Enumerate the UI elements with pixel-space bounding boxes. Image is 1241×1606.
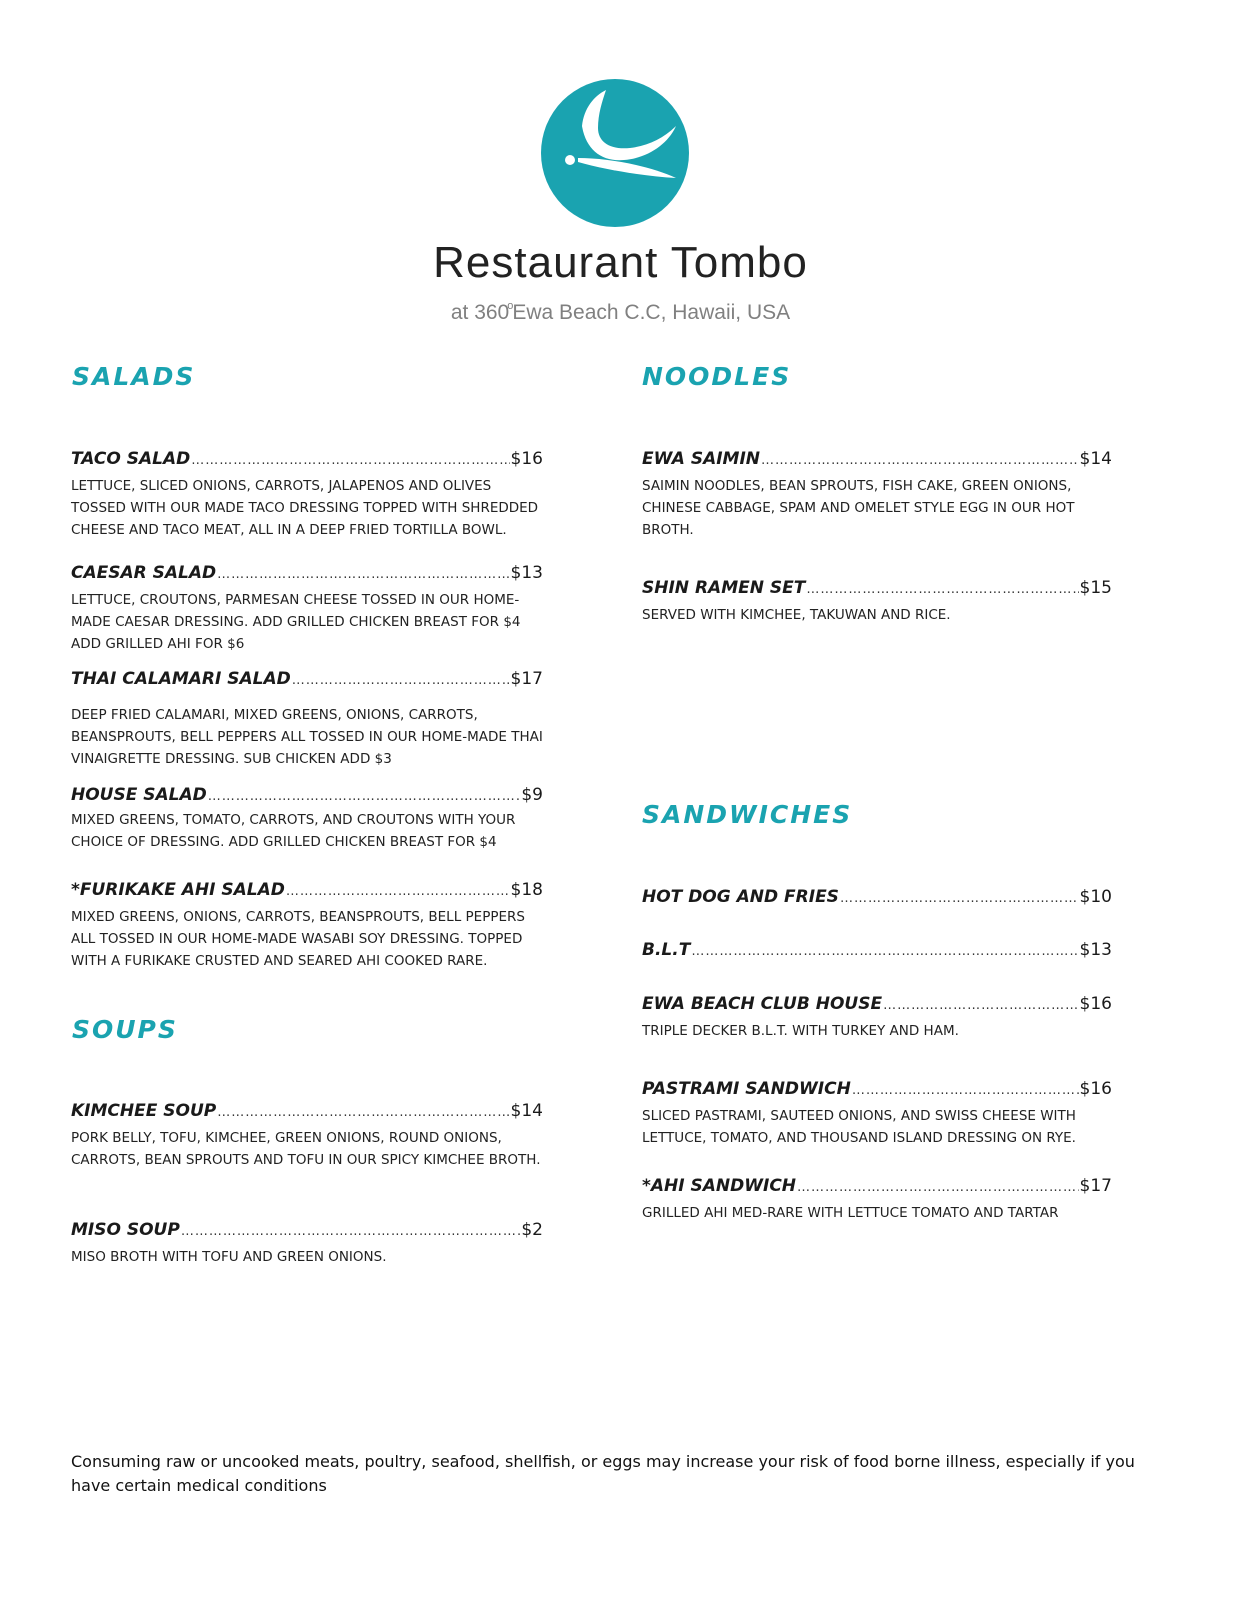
dot-leader <box>181 1221 521 1243</box>
item-description: DEEP FRIED CALAMARI, MIXED GREENS, ONIONS, CARROTS, BEANSPROUTS, BELL PEPPERS ALL TOSSED IN OUR HOME-MADE THAI VINAIGRETTE DRESSING. SUB CHICKEN ADD $3 <box>71 707 543 767</box>
section-heading-noodles: NOODLES <box>642 362 792 391</box>
dot-leader <box>806 579 1078 601</box>
menu-item <box>71 668 543 770</box>
item-description: MISO BROTH WITH TOFU AND GREEN ONIONS. <box>71 1249 387 1265</box>
item-name: HOUSE SALAD <box>71 785 207 805</box>
item-name: EWA SAIMIN <box>642 449 761 469</box>
dot-leader <box>883 995 1078 1017</box>
food-safety-disclaimer: Consuming raw or uncooked meats, poultry, seafood, shellfish, or eggs may increase your risk of food borne illness, especially if you have certain medical conditions <box>71 1452 1135 1495</box>
menu-item <box>642 448 1112 541</box>
location-rest: Ewa Beach C.C, Hawaii, USA <box>512 301 791 324</box>
dot-leader <box>292 670 510 692</box>
dot-leader <box>691 941 1078 963</box>
item-description: LETTUCE, CROUTONS, PARMESAN CHEESE TOSSED IN OUR HOME-MADE CAESAR DRESSING. ADD GRILLED CHICKEN BREAST FOR $4 ADD GRILLED AHI FOR $6 <box>71 592 521 652</box>
item-name: EWA BEACH CLUB HOUSE <box>642 994 883 1014</box>
item-name: THAI CALAMARI SALAD <box>71 669 291 689</box>
item-price: $13 <box>510 563 543 583</box>
dragonfly-logo-icon <box>540 78 690 228</box>
menu-item <box>642 939 1112 963</box>
item-name: *FURIKAKE AHI SALAD <box>71 880 285 900</box>
menu-item <box>642 577 1112 626</box>
item-price: $14 <box>510 1101 543 1121</box>
section-heading-sandwiches: SANDWICHES <box>642 800 853 829</box>
menu-item <box>642 886 1112 910</box>
item-name: SHIN RAMEN SET <box>642 578 806 598</box>
item-price: $9 <box>521 785 543 805</box>
item-price: $18 <box>510 880 543 900</box>
item-price: $16 <box>510 449 543 469</box>
item-price: $16 <box>1079 994 1112 1014</box>
item-name: MISO SOUP <box>71 1220 180 1240</box>
item-description: SAIMIN NOODLES, BEAN SPROUTS, FISH CAKE, GREEN ONIONS, CHINESE CABBAGE, SPAM AND OMELET STYLE EGG IN OUR HOT BROTH. <box>642 478 1075 538</box>
item-price: $17 <box>1079 1176 1112 1196</box>
item-description: SLICED PASTRAMI, SAUTEED ONIONS, AND SWISS CHEESE WITH LETTUCE, TOMATO, AND THOUSAND ISLAND DRESSING ON RYE. <box>642 1108 1076 1146</box>
dot-leader <box>840 888 1079 910</box>
restaurant-location <box>0 300 1241 325</box>
item-price: $13 <box>1079 940 1112 960</box>
dot-leader <box>217 1102 509 1124</box>
item-description: PORK BELLY, TOFU, KIMCHEE, GREEN ONIONS, ROUND ONIONS, CARROTS, BEAN SPROUTS AND TOFU IN OUR SPICY KIMCHEE BROTH. <box>71 1130 541 1168</box>
dot-leader <box>217 564 509 586</box>
item-price: $17 <box>510 669 543 689</box>
item-name: B.L.T <box>642 940 691 960</box>
degree-symbol: o <box>507 300 514 312</box>
item-name: *AHI SANDWICH <box>642 1176 797 1196</box>
dot-leader <box>852 1080 1079 1102</box>
menu-item <box>71 562 543 655</box>
dot-leader <box>208 786 521 808</box>
menu-item <box>642 1078 1112 1149</box>
location-prefix: at 360 <box>450 301 510 324</box>
item-price: $2 <box>521 1220 543 1240</box>
dot-leader <box>761 450 1079 472</box>
item-name: CAESAR SALAD <box>71 563 217 583</box>
item-description: LETTUCE, SLICED ONIONS, CARROTS, JALAPENOS AND OLIVES TOSSED WITH OUR MADE TACO DRESSING TOPPED WITH SHREDDED CHEESE AND TACO MEAT, ALL IN A DEEP FRIED TORTILLA BOWL. <box>71 478 539 538</box>
item-description: TRIPLE DECKER B.L.T. WITH TURKEY AND HAM. <box>642 1023 959 1039</box>
menu-item <box>71 879 543 972</box>
item-description: GRILLED AHI MED-RARE WITH LETTUCE TOMATO AND TARTAR <box>642 1205 1059 1221</box>
menu-item <box>642 993 1112 1042</box>
item-name: KIMCHEE SOUP <box>71 1101 217 1121</box>
item-description: MIXED GREENS, TOMATO, CARROTS, AND CROUTONS WITH YOUR CHOICE OF DRESSING. ADD GRILLED CHICKEN BREAST FOR $4 <box>71 812 516 850</box>
item-price: $15 <box>1079 578 1112 598</box>
section-heading-soups: SOUPS <box>72 1015 178 1044</box>
dot-leader <box>797 1177 1079 1199</box>
dot-leader <box>286 881 510 903</box>
restaurant-title: Restaurant Tombo <box>433 238 808 287</box>
item-name: TACO SALAD <box>71 449 191 469</box>
section-heading-salads: SALADS <box>72 362 196 391</box>
menu-item <box>71 784 543 853</box>
item-description: SERVED WITH KIMCHEE, TAKUWAN AND RICE. <box>642 607 951 623</box>
menu-item <box>642 1175 1112 1224</box>
item-description: MIXED GREENS, ONIONS, CARROTS, BEANSPROUTS, BELL PEPPERS ALL TOSSED IN OUR HOME-MADE WASABI SOY DRESSING. TOPPED WITH A FURIKAKE CRUSTED AND SEARED AHI COOKED RARE. <box>71 909 525 969</box>
item-name: PASTRAMI SANDWICH <box>642 1079 851 1099</box>
item-name: HOT DOG AND FRIES <box>642 887 839 907</box>
item-price: $16 <box>1079 1079 1112 1099</box>
menu-item <box>71 448 543 541</box>
item-price: $14 <box>1079 449 1112 469</box>
dot-leader <box>191 450 509 472</box>
menu-item <box>71 1100 543 1171</box>
menu-item <box>71 1219 543 1268</box>
item-price: $10 <box>1079 887 1112 907</box>
